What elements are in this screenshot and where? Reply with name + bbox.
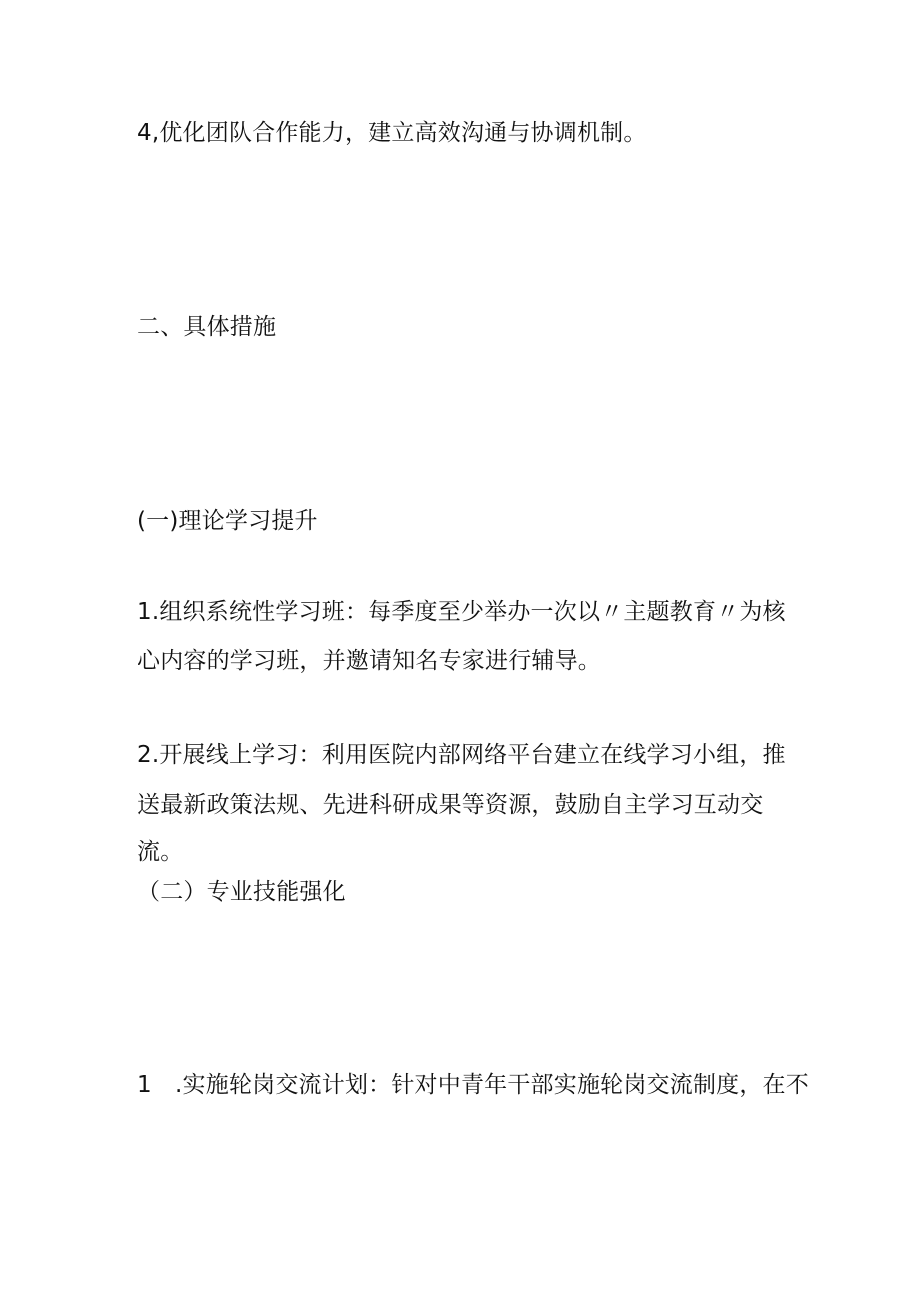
section-heading-specific-measures: 二、具体措施 — [137, 314, 277, 340]
paragraph-3-line-1: 1 .实施轮岗交流计划：针对中青年干部实施轮岗交流制度，在不 — [137, 1072, 809, 1098]
paragraph-2-line-1: 2.开展线上学习：利用医院内部网络平台建立在线学习小组，推 — [137, 742, 786, 768]
paragraph-2-line-3: 流。 — [137, 839, 184, 865]
paragraph-1-line-1: 1.组织系统性学习班：每季度至少举办一次以〃主题教育〃为核 — [137, 599, 786, 625]
subheading-professional-skills: （二）专业技能强化 — [137, 879, 346, 905]
paragraph-1-line-2: 心内容的学习班，并邀请知名专家进行辅导。 — [137, 648, 601, 674]
subheading-theory-study: (一)理论学习提升 — [137, 508, 318, 534]
list-item-4: 4,优化团队合作能力，建立高效沟通与协调机制。 — [137, 120, 647, 146]
paragraph-2-line-2: 送最新政策法规、先进科研成果等资源，鼓励自主学习互动交 — [137, 792, 764, 818]
